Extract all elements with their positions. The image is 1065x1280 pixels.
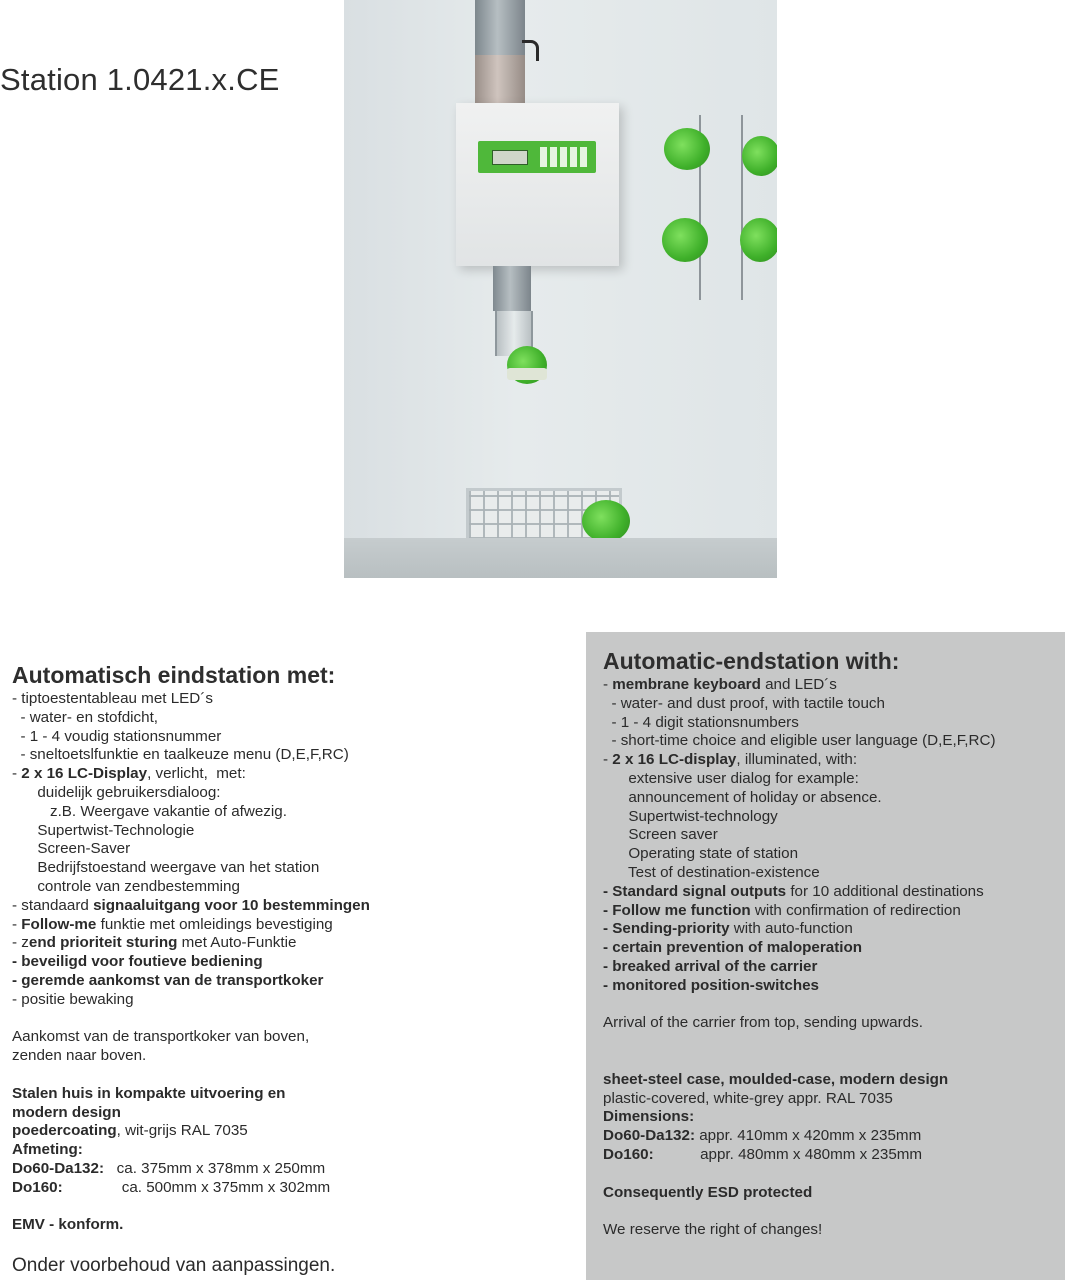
spacer (603, 1202, 1063, 1221)
spec-text: - (12, 765, 22, 783)
spacer (603, 1033, 1063, 1071)
spec-line (603, 826, 1063, 845)
spec-text: funktie met omleidings bevestiging (96, 915, 333, 933)
spec-text: plastic-covered, white-grey appr. RAL 7035 (603, 1089, 893, 1107)
spec-text: appr. 480mm x 480mm x 235mm (653, 1145, 923, 1163)
page-title: Station 1.0421.x.CE (0, 62, 280, 97)
spec-text: end prioriteit sturing (28, 934, 178, 952)
spacer (12, 1066, 572, 1085)
spec-line (12, 840, 572, 859)
spec-line (603, 695, 1063, 714)
spec-line (603, 845, 1063, 864)
spec-text: with confirmation of redirection (750, 901, 961, 919)
spec-text: for 10 additional destinations (786, 882, 984, 900)
spacer (12, 1198, 572, 1217)
spec-line (12, 934, 572, 953)
spec-text: Follow-me (21, 915, 97, 933)
spec-text: Do160: (603, 1145, 654, 1163)
spec-text: - water- en stofdicht, (12, 708, 159, 726)
spec-line (12, 709, 572, 728)
spacer (12, 1010, 572, 1029)
spec-line (603, 1146, 1063, 1165)
spec-text: - certain prevention of maloperation (603, 939, 863, 957)
carrier-ring (507, 368, 547, 380)
spec-text: - 1 - 4 digit stationsnumbers (603, 713, 799, 731)
spec-text: modern design (12, 1103, 121, 1121)
spec-text: z.B. Weergave vakantie of afwezig. (12, 802, 287, 820)
tube-pipe-lower (493, 266, 531, 311)
spec-text: - Follow me function (603, 901, 751, 919)
spec-text: Afmeting: (12, 1141, 83, 1159)
spec-text: Aankomst van de transportkoker van boven, (12, 1028, 310, 1046)
spec-line (603, 1108, 1063, 1127)
spec-text: Screen-Saver (12, 840, 131, 858)
spec-text: We reserve the right of changes! (603, 1221, 823, 1239)
lc-display (492, 150, 528, 165)
spec-text: Supertwist-Technologie (12, 821, 195, 839)
tube-pipe-top (475, 0, 525, 55)
spec-text: Supertwist-technology (603, 807, 778, 825)
spec-line (12, 859, 572, 878)
spec-text: - (603, 751, 613, 769)
spec-text: - monitored position-switches (603, 976, 820, 994)
dutch-heading: Automatisch eindstation met: (12, 662, 336, 688)
spec-text: - sneltoetslfunktie en taalkeuze menu (D,E,F,RC) (12, 746, 349, 764)
spec-text: Do60-Da132: (12, 1159, 105, 1177)
spec-text: signaaluitgang voor 10 bestemmingen (93, 896, 370, 914)
spec-text: Operating state of station (603, 845, 799, 863)
spec-line (603, 883, 1063, 902)
spec-line (12, 1179, 572, 1198)
spec-text: - (12, 915, 22, 933)
spec-line (12, 897, 572, 916)
spec-text: and LED´s (760, 676, 837, 693)
spec-line (12, 1047, 572, 1066)
control-panel (478, 141, 596, 173)
spec-text: - standaard (12, 896, 94, 914)
tube-pipe-sleeve (475, 55, 525, 105)
spec-line (603, 789, 1063, 808)
spec-text: Screen saver (603, 826, 718, 844)
spec-line (603, 770, 1063, 789)
spec-text: - Standard signal outputs (603, 882, 787, 900)
spec-text: controle van zendbestemming (12, 877, 240, 895)
spec-line (603, 902, 1063, 921)
membrane-keyboard (540, 147, 588, 167)
spec-text: membrane keyboard (612, 676, 761, 693)
spec-line (12, 1216, 572, 1235)
rack-carrier (662, 218, 708, 262)
spec-line (12, 765, 572, 784)
rack-carrier (740, 218, 777, 262)
spec-line (603, 676, 1063, 695)
spec-text: 2 x 16 LC-Display (21, 765, 148, 783)
spec-line (12, 972, 572, 991)
english-heading: Automatic-endstation with: (603, 648, 900, 674)
spec-text: announcement of holiday or absence. (603, 788, 882, 806)
spec-line (603, 1221, 1063, 1240)
cable (522, 40, 539, 61)
spec-text: sheet-steel case, moulded-case, modern design (603, 1070, 949, 1088)
spacer (603, 996, 1063, 1015)
spec-text: Test of destination-existence (603, 863, 820, 881)
spec-text: duidelijk gebruikersdialoog: (12, 783, 221, 801)
spec-line (603, 751, 1063, 770)
spec-text: Bedrijfstoestand weergave van het station (12, 859, 320, 877)
rack-carrier (664, 128, 710, 170)
spec-text: , illuminated, with: (736, 751, 858, 769)
product-photo (344, 0, 777, 578)
spec-line (603, 920, 1063, 939)
spec-text: EMV - konform. (12, 1216, 124, 1234)
spec-text: - (603, 676, 613, 693)
dutch-spec-column (12, 662, 572, 1278)
spec-text: , wit-grijs RAL 7035 (116, 1122, 248, 1140)
spec-text: 2 x 16 LC-display (612, 751, 737, 769)
spec-text: Arrival of the carrier from top, sending upwards. (603, 1014, 923, 1032)
english-spec-column (603, 648, 1063, 1240)
spec-text: - beveiligd voor foutieve bediening (12, 953, 263, 971)
spec-text: poedercoating (12, 1122, 117, 1140)
spec-text: with auto-function (729, 920, 853, 938)
station-housing (456, 103, 619, 266)
spec-line (12, 1085, 572, 1104)
spec-line (12, 1104, 572, 1123)
spec-text: , verlicht, met: (147, 765, 246, 783)
spec-line (603, 864, 1063, 883)
rack-carrier (742, 136, 777, 176)
spec-line (12, 728, 572, 747)
spec-text: Dimensions: (603, 1108, 695, 1126)
spec-line (603, 977, 1063, 996)
dutch-spec-list (12, 690, 572, 1278)
spec-line (12, 822, 572, 841)
spec-line (12, 953, 572, 972)
basket-carrier (582, 500, 630, 542)
spec-line (603, 958, 1063, 977)
spec-text: Do60-Da132: (603, 1127, 696, 1145)
spec-text: appr. 410mm x 420mm x 235mm (695, 1127, 922, 1145)
spec-line (12, 1028, 572, 1047)
spec-line (603, 808, 1063, 827)
spec-text: zenden naar boven. (12, 1047, 147, 1065)
spec-text: ca. 500mm x 375mm x 302mm (62, 1178, 331, 1196)
spec-line (603, 714, 1063, 733)
spec-text: - positie bewaking (12, 990, 134, 1008)
spec-line (603, 1184, 1063, 1203)
spec-line (12, 878, 572, 897)
spec-text: - 1 - 4 voudig stationsnummer (12, 727, 222, 745)
spec-text: - Sending-priority (603, 920, 730, 938)
english-spec-list (603, 676, 1063, 1240)
spec-text: Stalen huis in kompakte uitvoering en (12, 1084, 286, 1102)
spec-line (12, 784, 572, 803)
spec-text: Consequently ESD protected (603, 1183, 813, 1201)
spec-text: Onder voorbehoud van aanpassingen. (12, 1254, 336, 1276)
spec-text: - breaked arrival of the carrier (603, 957, 818, 975)
spec-line (12, 746, 572, 765)
spec-line (603, 1127, 1063, 1146)
spec-line (603, 1090, 1063, 1109)
spec-line (603, 1071, 1063, 1090)
spacer (12, 1235, 572, 1254)
floor (344, 538, 777, 578)
spec-line (12, 1122, 572, 1141)
spec-text: - short-time choice and eligible user language (D,E,F,RC) (603, 732, 996, 750)
spec-line (603, 732, 1063, 751)
spec-text: met Auto-Funktie (177, 934, 297, 952)
spacer (603, 1165, 1063, 1184)
spec-line (12, 1141, 572, 1160)
spec-line (12, 803, 572, 822)
spec-text: - z (12, 934, 29, 952)
spec-line (12, 1160, 572, 1179)
spec-text: Do160: (12, 1178, 63, 1196)
spec-text: - geremde aankomst van de transportkoker (12, 971, 324, 989)
spec-text: - tiptoestentableau met LED´s (12, 690, 213, 707)
spec-line (603, 1014, 1063, 1033)
spec-line (12, 690, 572, 709)
spec-text: ca. 375mm x 378mm x 250mm (104, 1159, 326, 1177)
spec-line (12, 916, 572, 935)
spec-line (12, 1254, 572, 1278)
spec-line (603, 939, 1063, 958)
spec-text: extensive user dialog for example: (603, 769, 859, 787)
spec-text: - water- and dust proof, with tactile touch (603, 694, 885, 712)
spec-line (12, 991, 572, 1010)
